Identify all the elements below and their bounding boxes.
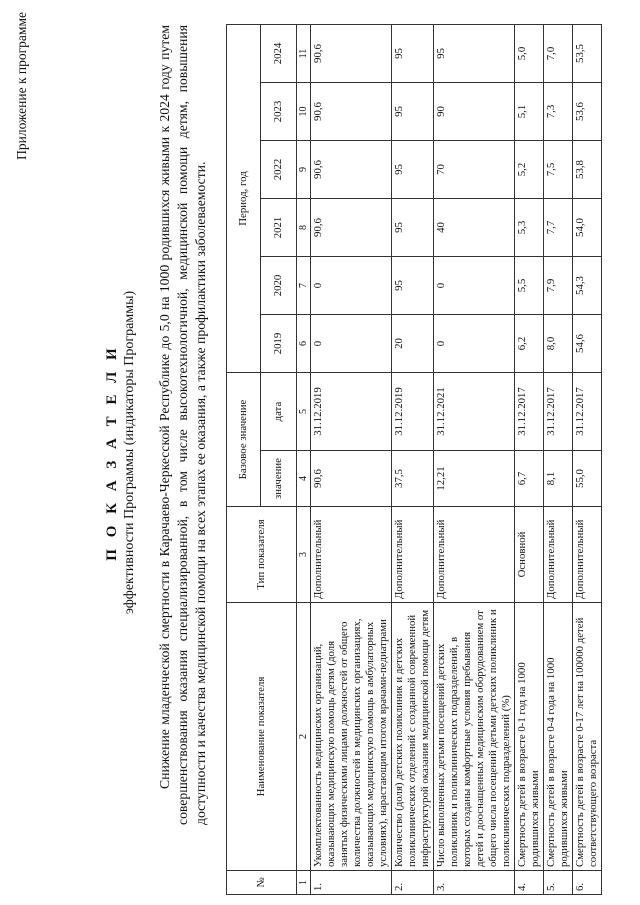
header-year: 2024: [261, 25, 297, 83]
indicator-type: Дополнительный: [544, 507, 573, 603]
base-value: 37,5: [392, 451, 434, 507]
table-row: [544, 25, 573, 895]
header-year: 2019: [261, 315, 297, 373]
table-row: [392, 25, 434, 895]
table-row: [434, 25, 515, 895]
intro-paragraph: Снижение младенческой смертности в Карачаево-Черкесской Республике до 5,0 на 1000 родившихся живыми к 2024 году путем совершенствования оказания специализированной, в том числе высокотехнологичной, медицинской помощи детям, повышения доступности и качества медицинской помощи на всех этапах ее оказания, а также профилактики заболеваемости.: [157, 25, 208, 825]
base-date: 31.12.2019: [311, 373, 392, 451]
index-cell: 7: [297, 257, 311, 315]
year-value: 90: [434, 83, 515, 141]
indicator-name: Смертность детей в возрасте 0-1 год на 1000 родившихся живыми: [515, 603, 544, 871]
year-value: 7,9: [544, 257, 573, 315]
base-value: 55,0: [573, 451, 602, 507]
year-value: 5,0: [515, 25, 544, 83]
indicator-name: Смертность детей в возрасте 0-4 года на 1000 родившихся живыми: [544, 603, 573, 871]
indicator-type: Дополнительный: [311, 507, 392, 603]
base-value: 90,6: [311, 451, 392, 507]
table-row: [311, 25, 392, 895]
index-cell: 5: [297, 373, 311, 451]
header-year: 2020: [261, 257, 297, 315]
year-value: 5,1: [515, 83, 544, 141]
row-number: 4.: [515, 871, 544, 895]
index-cell: 8: [297, 199, 311, 257]
year-value: 5,5: [515, 257, 544, 315]
document-subtitle: эффективности Программы (индикаторы Программы): [122, 290, 137, 615]
header-num: №: [227, 871, 297, 895]
header-name: Наименование показателя: [227, 603, 297, 871]
base-date: 31.12.2017: [544, 373, 573, 451]
row-number: 6.: [573, 871, 602, 895]
year-value: 7,7: [544, 199, 573, 257]
header-year: 2022: [261, 141, 297, 199]
year-value: 0: [434, 315, 515, 373]
document-title: П О К А З А Т Е Л И: [104, 344, 120, 561]
base-date: 31.12.2017: [515, 373, 544, 451]
year-value: 5,2: [515, 141, 544, 199]
year-value: 53,6: [573, 83, 602, 141]
year-value: 53,8: [573, 141, 602, 199]
year-value: 90,6: [311, 83, 392, 141]
index-cell: 10: [297, 83, 311, 141]
year-value: 95: [392, 141, 434, 199]
year-value: 7,0: [544, 25, 573, 83]
index-cell: 11: [297, 25, 311, 83]
year-value: 40: [434, 199, 515, 257]
header-base-date: дата: [261, 373, 297, 451]
base-value: 12,21: [434, 451, 515, 507]
year-value: 0: [434, 257, 515, 315]
table-row: [515, 25, 544, 895]
indicator-name: Смертность детей в возрасте 0-17 лет на 100000 детей соответствующего возраста: [573, 603, 602, 871]
year-value: 20: [392, 315, 434, 373]
row-number: 2.: [392, 871, 434, 895]
index-cell: 4: [297, 451, 311, 507]
year-value: 95: [434, 25, 515, 83]
year-value: 54,0: [573, 199, 602, 257]
index-cell: 1: [297, 871, 311, 895]
base-date: 31.12.2019: [392, 373, 434, 451]
index-cell: 6: [297, 315, 311, 373]
header-year: 2023: [261, 83, 297, 141]
year-value: 90,6: [311, 25, 392, 83]
indicator-type: Основной: [515, 507, 544, 603]
header-base-value: значение: [261, 451, 297, 507]
year-value: 7,5: [544, 141, 573, 199]
year-value: 95: [392, 83, 434, 141]
year-value: 70: [434, 141, 515, 199]
year-value: 0: [311, 315, 392, 373]
year-value: 90,6: [311, 141, 392, 199]
year-value: 0: [311, 257, 392, 315]
year-value: 54,6: [573, 315, 602, 373]
year-value: 90,6: [311, 199, 392, 257]
indicator-type: Дополнительный: [434, 507, 515, 603]
year-value: 5,3: [515, 199, 544, 257]
indicator-name: Число выполненных детьми посещений детских поликлиник и поликлинических подразделений, в которых созданы комфортные условия пребывания детей и дооснащенных медицинским оборудованием от общего числа посещений детьми детских поликлиник и поликлинических подразделений (%): [434, 603, 515, 871]
year-value: 95: [392, 25, 434, 83]
indicator-name: Укомплектованность медицинских организаций, оказывающих медицинскую помощь детям (доля занятых физическими лицами должностей от общего количества должностей в медицинских организациях, оказывающих медицинскую помощь в амбулаторных условиях), нарастающим итогом врачами-педиатрами: [311, 603, 392, 871]
header-type: Тип показателя: [227, 507, 297, 603]
table-row: [573, 25, 602, 895]
base-value: 6,7: [515, 451, 544, 507]
row-number: 5.: [544, 871, 573, 895]
indicator-type: Дополнительный: [573, 507, 602, 603]
header-base: Базовое значение: [227, 373, 261, 507]
year-value: 8,0: [544, 315, 573, 373]
header-year: 2021: [261, 199, 297, 257]
indicator-type: Дополнительный: [392, 507, 434, 603]
row-number: 1.: [311, 871, 392, 895]
year-value: 6,2: [515, 315, 544, 373]
index-cell: 9: [297, 141, 311, 199]
indicator-name: Количество (доля) детских поликлиник и детских поликлинических отделений с созданной современной инфраструктурой оказания медицинской помощи детям: [392, 603, 434, 871]
year-value: 53,5: [573, 25, 602, 83]
base-date: 31.12.2017: [573, 373, 602, 451]
index-cell: 2: [297, 603, 311, 871]
base-value: 8,1: [544, 451, 573, 507]
appendix-label: Приложение к программе: [14, 12, 29, 160]
index-cell: 3: [297, 507, 311, 603]
year-value: 7,3: [544, 83, 573, 141]
header-period: Период, год: [227, 25, 261, 373]
year-value: 95: [392, 199, 434, 257]
year-value: 54,3: [573, 257, 602, 315]
base-date: 31.12.2021: [434, 373, 515, 451]
indicators-table: [226, 24, 602, 895]
year-value: 95: [392, 257, 434, 315]
index-row: [297, 25, 311, 895]
row-number: 3.: [434, 871, 515, 895]
